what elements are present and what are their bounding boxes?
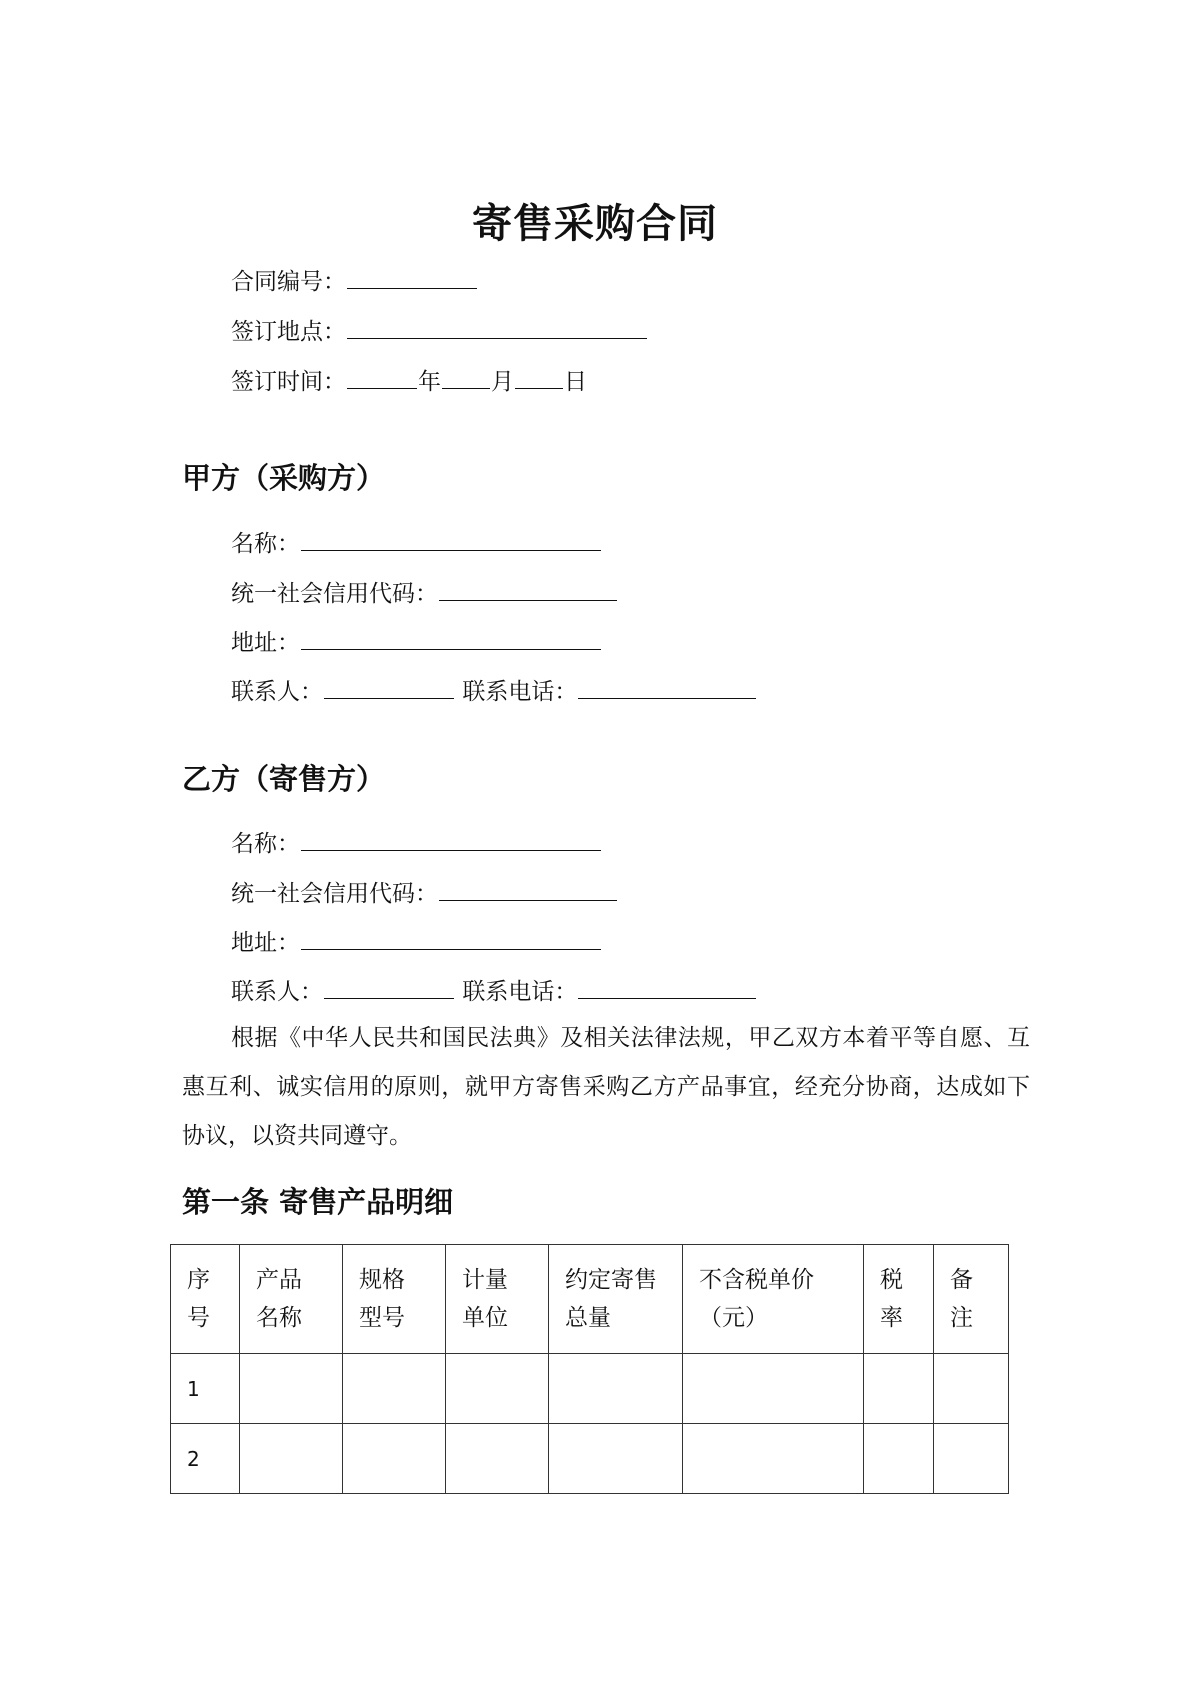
table-cell[interactable] <box>343 1424 446 1494</box>
party-b-contact-line <box>231 974 757 1008</box>
party-b-address-line <box>231 925 602 959</box>
document-title: 寄售采购合同 <box>472 201 718 247</box>
party-a-name-line <box>231 526 602 560</box>
contract-number-line <box>231 264 478 298</box>
column-header-unit: 计量 单位 <box>446 1245 549 1354</box>
day-label: 日 <box>564 369 587 395</box>
sign-month-blank[interactable] <box>442 364 490 389</box>
party-a-phone-blank[interactable] <box>578 674 756 699</box>
table-cell[interactable] <box>864 1354 934 1424</box>
sign-time-label: 签订时间： <box>231 369 346 395</box>
product-detail-table <box>170 1244 1009 1494</box>
party-b-credit-label: 统一社会信用代码： <box>231 881 438 907</box>
party-b-credit-line <box>231 876 618 910</box>
party-b-name-label: 名称： <box>231 831 300 857</box>
row-index-cell: 2 <box>171 1424 240 1494</box>
party-b-phone-label: 联系电话： <box>462 979 578 1005</box>
column-header-total-quantity: 约定寄售 总量 <box>549 1245 683 1354</box>
party-a-credit-label: 统一社会信用代码： <box>231 581 438 607</box>
party-a-contact-blank[interactable] <box>324 674 454 699</box>
party-b-contact-label: 联系人： <box>231 979 323 1005</box>
party-a-heading: 甲方（采购方） <box>182 461 386 495</box>
sign-day-blank[interactable] <box>515 364 563 389</box>
party-a-address-label: 地址： <box>231 630 300 656</box>
sign-place-blank[interactable] <box>347 314 647 339</box>
party-a-name-label: 名称： <box>231 531 300 557</box>
preamble-paragraph: 根据《中华人民共和国民法典》及相关法律法规，甲乙双方本着平等自愿、互惠互利、诚实信用的原则，就甲方寄售采购乙方产品事宜，经充分协商，达成如下协议，以资共同遵守。 <box>182 1025 1030 1149</box>
table-header-row <box>171 1245 1009 1354</box>
column-header-product-name: 产品 名称 <box>240 1245 343 1354</box>
year-label: 年 <box>418 369 441 395</box>
table-cell[interactable] <box>683 1354 864 1424</box>
month-label: 月 <box>491 369 514 395</box>
sign-year-blank[interactable] <box>347 364 417 389</box>
party-b-contact-blank[interactable] <box>324 974 454 999</box>
table-cell[interactable] <box>549 1424 683 1494</box>
table-cell[interactable] <box>549 1354 683 1424</box>
column-header-spec-model: 规格 型号 <box>343 1245 446 1354</box>
party-b-address-blank[interactable] <box>301 925 601 950</box>
party-b-name-line <box>231 826 602 860</box>
party-a-contact-line <box>231 674 757 708</box>
table-cell[interactable] <box>864 1424 934 1494</box>
sign-place-label: 签订地点： <box>231 319 346 345</box>
party-b-name-blank[interactable] <box>301 826 601 851</box>
party-a-credit-line <box>231 576 618 610</box>
party-a-address-line <box>231 625 602 659</box>
party-a-address-blank[interactable] <box>301 625 601 650</box>
table-cell[interactable] <box>343 1354 446 1424</box>
article-1-heading: 第一条 寄售产品明细 <box>182 1185 454 1219</box>
contract-number-label: 合同编号： <box>231 269 346 295</box>
party-b-heading: 乙方（寄售方） <box>182 762 386 796</box>
column-header-index: 序 号 <box>171 1245 240 1354</box>
sign-place-line <box>231 314 648 348</box>
table-row <box>171 1354 1009 1424</box>
party-a-phone-label: 联系电话： <box>462 679 578 705</box>
table-cell[interactable] <box>240 1354 343 1424</box>
table-cell[interactable] <box>446 1354 549 1424</box>
party-a-credit-blank[interactable] <box>439 576 617 601</box>
table-cell[interactable] <box>934 1424 1009 1494</box>
column-header-remarks: 备 注 <box>934 1245 1009 1354</box>
contract-number-blank[interactable] <box>347 264 477 289</box>
column-header-tax-rate: 税 率 <box>864 1245 934 1354</box>
table-cell[interactable] <box>934 1354 1009 1424</box>
party-a-contact-label: 联系人： <box>231 679 323 705</box>
table-cell[interactable] <box>240 1424 343 1494</box>
table-row <box>171 1424 1009 1494</box>
party-b-credit-blank[interactable] <box>439 876 617 901</box>
sign-time-line <box>231 364 587 398</box>
table-cell[interactable] <box>683 1424 864 1494</box>
table-cell[interactable] <box>446 1424 549 1494</box>
party-b-phone-blank[interactable] <box>578 974 756 999</box>
column-header-unit-price: 不含税单价 （元） <box>683 1245 864 1354</box>
party-b-address-label: 地址： <box>231 930 300 956</box>
row-index-cell: 1 <box>171 1354 240 1424</box>
party-a-name-blank[interactable] <box>301 526 601 551</box>
